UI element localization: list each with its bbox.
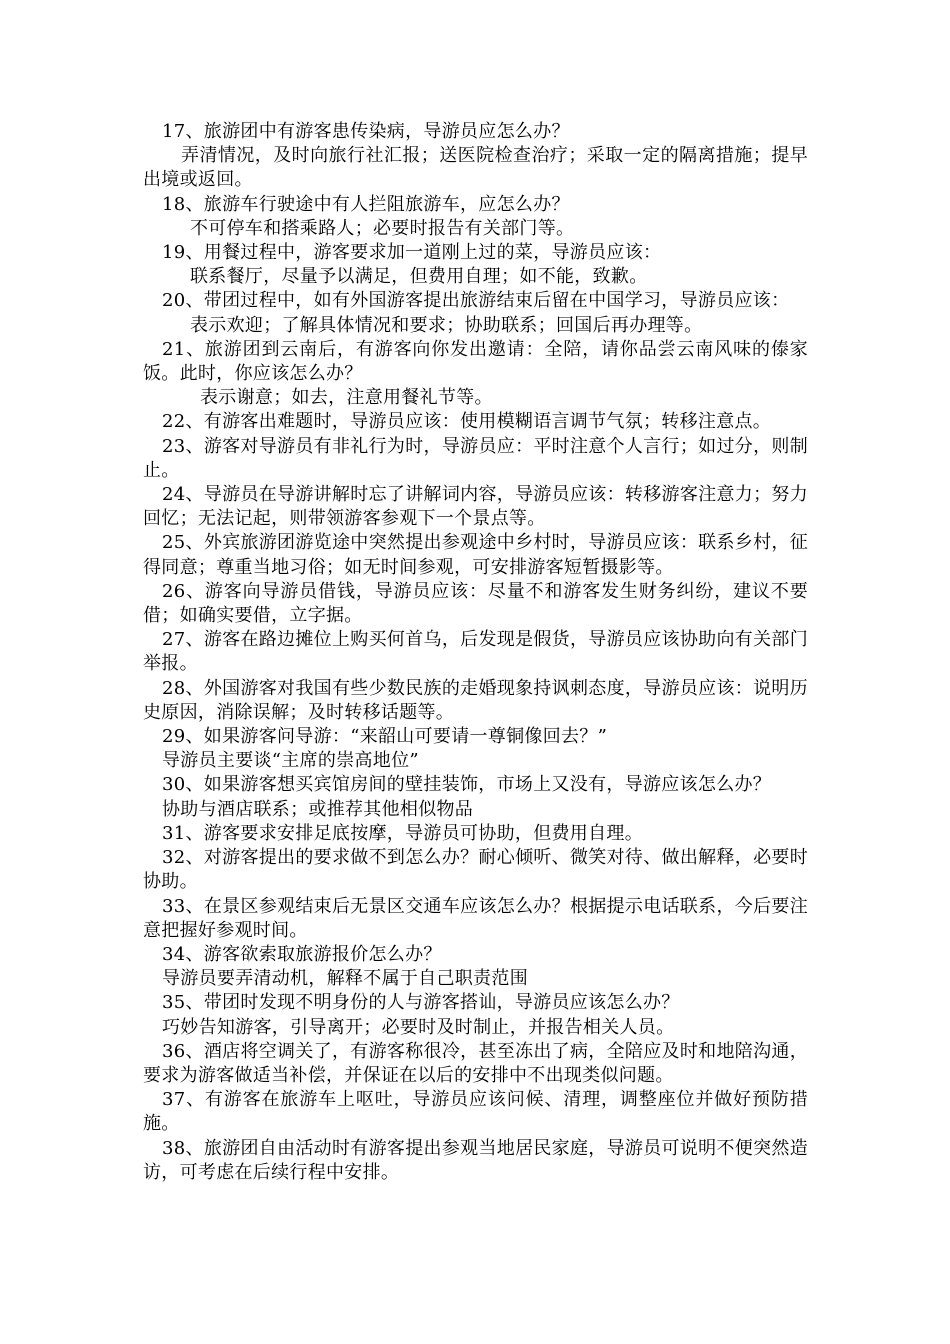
question-27: 27、游客在路边摊位上购买何首乌，后发现是假货，导游员应该协助向有关部门举报。 xyxy=(143,629,808,675)
question-20: 20、带团过程中，如有外国游客提出旅游结束后留在中国学习，导游员应该： xyxy=(162,290,790,312)
question-26: 26、游客向导游员借钱，导游员应该：尽量不和游客发生财务纠纷，建议不要借；如确实要借，立字据。 xyxy=(143,580,808,627)
answer-35: 巧妙告知游客，引导离开；必要时及时制止，并报告相关人员。 xyxy=(162,1016,675,1038)
question-36: 36、酒店将空调关了，有游客称很冷，甚至冻出了病，全陪应及时和地陪沟通，要求为游客做适当补偿，并保证在以后的安排中不出现类似问题。 xyxy=(143,1040,808,1086)
answer-29: 导游员主要谈“主席的崇高地位” xyxy=(162,750,419,772)
question-35: 35、带团时发现不明身份的人与游客搭讪，导游员应该怎么办？ xyxy=(162,992,680,1014)
answer-30: 协助与酒店联系；或推荐其他相似物品 xyxy=(162,798,474,820)
question-31: 31、游客要求安排足底按摩，导游员可协助，但费用自理。 xyxy=(162,822,644,844)
document-page xyxy=(143,120,808,1185)
question-17: 17、旅游团中有游客患传染病，导游员应怎么办？ xyxy=(162,121,570,142)
question-21: 21、旅游团到云南后，有游客向你发出邀请：全陪，请你品尝云南风味的傣家饭。此时，你应该怎么办？ xyxy=(143,338,808,385)
question-37: 37、有游客在旅游车上呕吐，导游员应该问候、清理，调整座位并做好预防措施。 xyxy=(143,1089,808,1135)
question-22: 22、有游客出难题时，导游员应该：使用模糊语言调节气氛；转移注意点。 xyxy=(162,411,772,433)
question-30: 30、如果游客想买宾馆房间的壁挂装饰，市场上又没有，导游应该怎么办？ xyxy=(162,774,772,796)
answer-21: 表示谢意；如去，注意用餐礼节等。 xyxy=(200,387,493,409)
question-25: 25、外宾旅游团游览途中突然提出参观途中乡村时，导游员应该：联系乡村，征得同意；尊重当地习俗；如无时间参观，可安排游客短暂摄影等。 xyxy=(143,532,808,578)
answer-18: 不可停车和搭乘路人；必要时报告有关部门等。 xyxy=(190,217,575,239)
question-33: 33、在景区参观结束后无景区交通车应该怎么办？根据提示电话联系，今后要注意把握好参观时间。 xyxy=(143,895,808,941)
answer-19: 联系餐厅，尽量予以满足，但费用自理；如不能，致歉。 xyxy=(190,266,648,288)
answer-17: 弄清情况，及时向旅行社汇报；送医院检查治疗；采取一定的隔离措施；提早出境或返回。 xyxy=(143,145,808,191)
answer-20: 表示欢迎；了解具体情况和要求；协助联系；回国后再办理等。 xyxy=(190,314,703,336)
question-24: 24、导游员在导游讲解时忘了讲解词内容，导游员应该：转移游客注意力；努力回忆；无法记起，则带领游客参观下一个景点等。 xyxy=(143,484,808,530)
question-18: 18、旅游车行驶途中有人拦阻旅游车，应怎么办？ xyxy=(162,193,570,215)
question-23: 23、游客对导游员有非礼行为时，导游员应：平时注意个人言行；如过分，则制止。 xyxy=(143,435,808,481)
question-28: 28、外国游客对我国有些少数民族的走婚现象持讽刺态度，导游员应该：说明历史原因，消除误解；及时转移话题等。 xyxy=(143,677,808,723)
question-38: 38、旅游团自由活动时有游客提出参观当地居民家庭，导游员可说明不便突然造访，可考虑在后续行程中安排。 xyxy=(143,1137,808,1183)
answer-34: 导游员要弄清动机，解释不属于自己职责范围 xyxy=(162,968,528,990)
question-19: 19、用餐过程中，游客要求加一道刚上过的菜，导游员应该： xyxy=(162,242,662,264)
question-29: 29、如果游客问导游：“来韶山可要请一尊铜像回去？” xyxy=(162,726,608,748)
question-34: 34、游客欲索取旅游报价怎么办？ xyxy=(162,943,442,965)
question-32: 32、对游客提出的要求做不到怎么办？耐心倾听、微笑对待、做出解释，必要时协助。 xyxy=(143,847,808,893)
